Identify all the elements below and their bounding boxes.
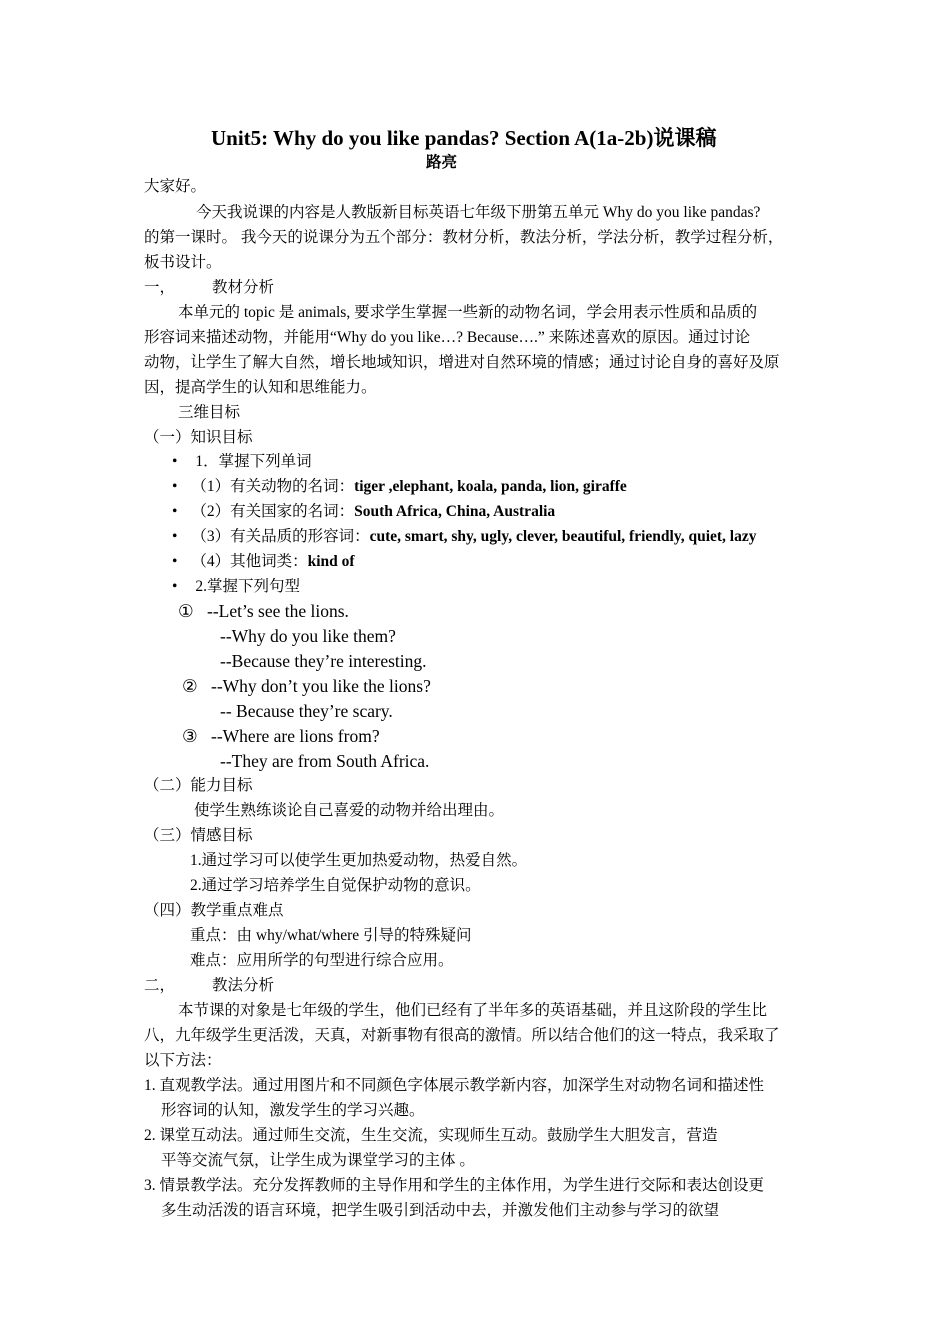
list-item-label: （4）其他词类： <box>191 553 308 570</box>
list-item <box>172 502 555 522</box>
vocab-words: tiger ,elephant, koala, panda, lion, giraffe <box>354 478 627 495</box>
list-item <box>172 477 627 497</box>
paragraph-line: 难点：应用所学的句型进行综合应用。 <box>190 952 454 969</box>
dialogue-line: --They are from South Africa. <box>220 751 430 771</box>
method-item: 2. 课堂互动法。通过师生交流，生生交流，实现师生互动。鼓励学生大胆发言，营造 <box>144 1127 718 1144</box>
section-number: 一， <box>144 279 176 296</box>
section-heading: 教法分析 <box>212 977 275 994</box>
paragraph-line: 2.通过学习培养学生自觉保护动物的意识。 <box>190 877 481 894</box>
method-item-cont: 平等交流气氛，让学生成为课堂学习的主体 。 <box>161 1152 475 1169</box>
greeting: 大家好。 <box>144 178 207 195</box>
list-item <box>172 577 300 597</box>
method-item-cont: 形容词的认知，激发学生的学习兴趣。 <box>161 1102 425 1119</box>
vocab-words: kind of <box>307 553 355 570</box>
vocab-words: cute, smart, shy, ugly, clever, beautiful, friendly, quiet, lazy <box>369 528 757 545</box>
subsection-heading: （二）能力目标 <box>144 777 253 794</box>
list-item-text: 1．掌握下列单词 <box>195 453 312 470</box>
intro-line: 的第一课时。 我今天的说课分为五个部分：教材分析，教法分析，学法分析，教学过程分析， <box>144 229 784 246</box>
bullet-icon: • <box>172 528 178 545</box>
section-number: 二， <box>144 977 176 994</box>
bullet-icon: • <box>172 453 178 470</box>
list-item <box>172 452 312 472</box>
method-item-cont: 多生动活泼的语言环境，把学生吸引到活动中去，并激发他们主动参与学习的欲望 <box>161 1202 720 1219</box>
paragraph-line: 因，提高学生的认知和思维能力。 <box>144 379 377 396</box>
bullet-icon: • <box>172 578 178 595</box>
bullet-icon: • <box>172 503 178 520</box>
list-item <box>172 527 757 547</box>
document-title: Unit5: Why do you like pandas? Section A(1a-2b)说课稿 <box>211 126 717 150</box>
bullet-icon: • <box>172 478 178 495</box>
list-item-text: 2.掌握下列句型 <box>195 578 300 595</box>
list-item-label: （1）有关动物的名词： <box>191 478 355 495</box>
section-heading: 教材分析 <box>212 279 275 296</box>
vocab-words: South Africa, China, Australia <box>354 503 556 520</box>
intro-line: 今天我说课的内容是人教版新目标英语七年级下册第五单元 Why do you like pandas? <box>196 204 761 221</box>
list-item <box>172 552 355 572</box>
paragraph-line: 本单元的 topic 是 animals, 要求学生掌握一些新的动物名词，学会用表示性质和品质的 <box>178 304 758 321</box>
method-item: 1. 直观教学法。通过用图片和不同颜色字体展示教学新内容，加深学生对动物名词和描述性 <box>144 1077 765 1094</box>
dialogue-line: --Because they’re interesting. <box>220 651 427 671</box>
dialogue-line: --Why do you like them? <box>220 626 396 646</box>
paragraph-line: 形容词来描述动物，并能用“Why do you like…? Because….” 来陈述喜欢的原因。通过讨论 <box>144 329 751 346</box>
paragraph-line: 本节课的对象是七年级的学生，他们已经有了半年多的英语基础，并且这阶段的学生比 <box>178 1002 768 1019</box>
dialogue-number: ③ <box>182 726 198 746</box>
subsection-heading: （四）教学重点难点 <box>144 902 284 919</box>
method-item: 3. 情景教学法。充分发挥教师的主导作用和学生的主体作用，为学生进行交际和表达创设更 <box>144 1177 765 1194</box>
dialogue-line: --Where are lions from? <box>211 726 380 746</box>
list-item-label: （3）有关品质的形容词： <box>191 528 370 545</box>
paragraph-line: 动物，让学生了解大自然，增长地域知识，增进对自然环境的情感；通过讨论自身的喜好及原 <box>144 354 780 371</box>
paragraph-line: 重点：由 why/what/where 引导的特殊疑问 <box>190 927 472 944</box>
author-name: 路亮 <box>426 154 458 171</box>
dialogue-line: -- Because they’re scary. <box>220 701 393 721</box>
intro-line: 板书设计。 <box>144 254 222 271</box>
dialogue-number: ① <box>178 601 194 621</box>
dialogue-line: --Let’s see the lions. <box>207 601 349 621</box>
paragraph-line: 以下方法： <box>144 1052 222 1069</box>
bullet-icon: • <box>172 553 178 570</box>
dialogue-number: ② <box>182 676 198 696</box>
subsection-heading: （一）知识目标 <box>144 429 253 446</box>
paragraph-line: 使学生熟练谈论自己喜爱的动物并给出理由。 <box>194 802 505 819</box>
subsection-heading: （三）情感目标 <box>144 827 253 844</box>
paragraph-line: 1.通过学习可以使学生更加热爱动物，热爱自然。 <box>190 852 528 869</box>
subsection-heading: 三维目标 <box>178 404 241 421</box>
dialogue-line: --Why don’t you like the lions? <box>211 676 431 696</box>
list-item-label: （2）有关国家的名词： <box>191 503 355 520</box>
paragraph-line: 八，九年级学生更活泼，天真，对新事物有很高的激情。所以结合他们的这一特点，我采取了 <box>144 1027 780 1044</box>
